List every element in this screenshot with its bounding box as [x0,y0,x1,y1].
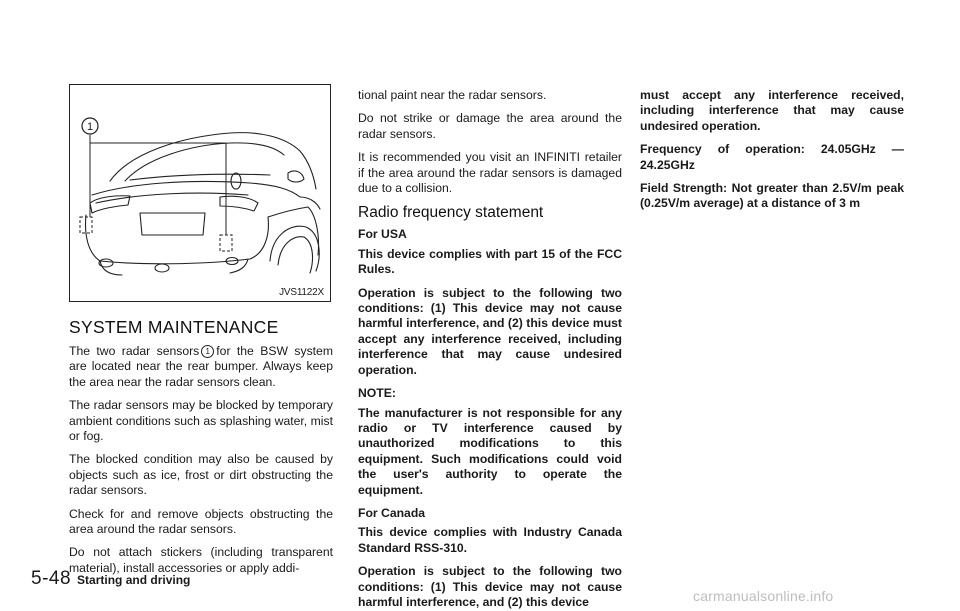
column-1 [69,317,333,576]
figure-code: JVS1122X [279,287,324,298]
paragraph-frequency-of-operation: Frequency of operation: 24.05GHz — 24.25GHz [640,142,904,172]
section-heading-system-maintenance: SYSTEM MAINTENANCE [69,317,279,337]
paragraph-blocked-objects: The blocked condition may also be caused by objects such as ice, frost or dirt obstructing the radar sensors. [69,452,333,498]
car-rear-illustration [70,85,330,301]
callout-1-marker: 1 [201,345,214,358]
section-heading-radio-frequency: Radio frequency statement [358,204,544,222]
paragraph-field-strength: Field Strength: Not greater than 2.5V/m peak (0.25V/m average) at a distance of 3 m [640,181,904,211]
paragraph-canada-conditions: Operation is subject to the following two conditions: (1) This device may not cause harmful interference, and (2) this device [358,564,622,609]
callout-1-label: 1 [86,121,94,133]
watermark: carmanualsonline.info [693,588,834,604]
paragraph-accept-interference: must accept any interference received, including interference that may cause undesired operation. [640,88,904,133]
label-for-canada: For Canada [358,505,426,520]
column-2 [358,88,622,610]
paragraph-blocked-temporary: The radar sensors may be blocked by temporary ambient conditions such as splashing water, mist or fog. [69,398,333,444]
paragraph-fcc-compliance: This device complies with part 15 of the FCC Rules. [358,246,622,277]
paragraph-do-not-strike: Do not strike or damage the area around the radar sensors. [358,111,622,141]
column-3 [640,88,904,220]
car-illustration-figure [69,84,331,302]
paragraph-industry-canada: This device complies with Industry Canada Standard RSS-310. [358,525,622,555]
page-number: 5-48 [31,568,72,589]
paragraph-note-text: The manufacturer is not responsible for any radio or TV interference caused by unauthorized modifications to this equipment. Such modifications could void the user's authority to operate the equipment. [358,405,622,497]
footer-section-name: Starting and driving [77,573,191,587]
paragraph-usa-conditions: Operation is subject to the following two conditions: (1) This device may not cause harmful interference, and (2) this device must accept any interference received, including interference that may cause undesired operation. [358,285,622,377]
page-footer [31,568,190,590]
paragraph-additional-paint: tional paint near the radar sensors. [358,88,547,102]
label-for-usa: For USA [358,227,407,242]
paragraph-check-remove: Check for and remove objects obstructing the area around the radar sensors. [69,506,333,537]
paragraph-stickers: Do not attach stickers (including transparent material), install accessories or apply addi- [69,545,333,575]
paragraph-text: for the BSW system are located near the rear bumper. Always keep the area near the radar sensors clean. [69,344,333,389]
paragraph-radar-sensors [69,344,333,390]
paragraph-text: The two radar sensors [69,344,200,358]
label-note: NOTE: [358,386,396,401]
paragraph-recommended-retailer: It is recommended you visit an INFINITI retailer if the area around the radar sensors is damaged due to a collision. [358,150,622,196]
